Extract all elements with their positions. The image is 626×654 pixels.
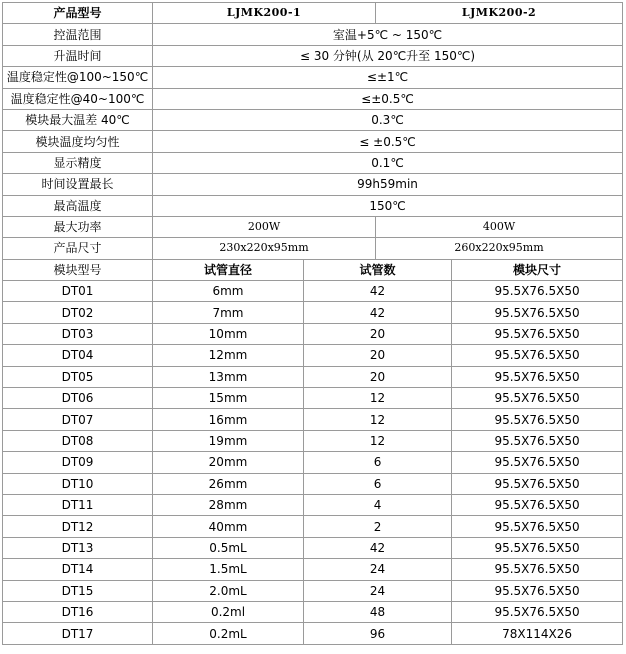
module-col-header: 试管直径 [153, 259, 304, 280]
header-row [3, 3, 623, 24]
tube-count: 24 [304, 559, 452, 580]
tube-diameter: 28mm [153, 494, 304, 515]
spec-table [2, 2, 623, 645]
module-size: 95.5X76.5X50 [452, 323, 623, 344]
size-value-a: 230x220x95mm [153, 238, 376, 259]
tube-diameter: 12mm [153, 345, 304, 366]
spec-label: 控温范围 [3, 24, 153, 45]
spec-value: 0.1℃ [153, 152, 623, 173]
tube-count: 12 [304, 388, 452, 409]
module-row [3, 623, 623, 644]
module-col-header: 模块型号 [3, 259, 153, 280]
module-model: DT13 [3, 537, 153, 558]
module-size: 95.5X76.5X50 [452, 430, 623, 451]
module-model: DT06 [3, 388, 153, 409]
module-row [3, 601, 623, 622]
tube-count: 12 [304, 430, 452, 451]
tube-diameter: 19mm [153, 430, 304, 451]
module-header-row [3, 259, 623, 280]
module-size: 95.5X76.5X50 [452, 516, 623, 537]
module-row [3, 537, 623, 558]
tube-diameter: 13mm [153, 366, 304, 387]
power-label: 最大功率 [3, 216, 153, 237]
spec-value: ≤ 30 分钟(从 20℃升至 150℃) [153, 45, 623, 66]
module-size: 95.5X76.5X50 [452, 409, 623, 430]
spec-row [3, 152, 623, 173]
tube-count: 6 [304, 452, 452, 473]
module-size: 95.5X76.5X50 [452, 388, 623, 409]
tube-count: 20 [304, 366, 452, 387]
module-row [3, 409, 623, 430]
module-model: DT01 [3, 281, 153, 302]
size-label: 产品尺寸 [3, 238, 153, 259]
module-size: 95.5X76.5X50 [452, 601, 623, 622]
module-model: DT15 [3, 580, 153, 601]
tube-count: 96 [304, 623, 452, 644]
module-model: DT10 [3, 473, 153, 494]
spec-value: ≤ ±0.5℃ [153, 131, 623, 152]
module-size: 78X114X26 [452, 623, 623, 644]
module-row [3, 388, 623, 409]
tube-count: 20 [304, 345, 452, 366]
module-row [3, 452, 623, 473]
model-b-name: LJMK200-2 [376, 3, 623, 24]
spec-label: 温度稳定性@40~100℃ [3, 88, 153, 109]
spec-label: 温度稳定性@100~150℃ [3, 67, 153, 88]
model-a-name: LJMK200-1 [153, 3, 376, 24]
spec-row [3, 131, 623, 152]
spec-label: 显示精度 [3, 152, 153, 173]
module-model: DT09 [3, 452, 153, 473]
module-row [3, 473, 623, 494]
tube-diameter: 7mm [153, 302, 304, 323]
spec-value: 150℃ [153, 195, 623, 216]
module-model: DT05 [3, 366, 153, 387]
module-model: DT14 [3, 559, 153, 580]
module-row [3, 281, 623, 302]
module-row [3, 302, 623, 323]
spec-row [3, 24, 623, 45]
spec-row [3, 174, 623, 195]
module-size: 95.5X76.5X50 [452, 559, 623, 580]
module-row [3, 430, 623, 451]
tube-count: 12 [304, 409, 452, 430]
spec-label: 模块温度均匀性 [3, 131, 153, 152]
module-col-header: 模块尺寸 [452, 259, 623, 280]
module-row [3, 323, 623, 344]
spec-label: 模块最大温差 40℃ [3, 109, 153, 130]
module-model: DT11 [3, 494, 153, 515]
module-model: DT08 [3, 430, 153, 451]
module-row [3, 559, 623, 580]
module-model: DT04 [3, 345, 153, 366]
tube-diameter: 40mm [153, 516, 304, 537]
spec-value: 99h59min [153, 174, 623, 195]
spec-label: 升温时间 [3, 45, 153, 66]
spec-table-body [3, 3, 623, 645]
module-size: 95.5X76.5X50 [452, 473, 623, 494]
tube-diameter: 10mm [153, 323, 304, 344]
tube-count: 42 [304, 537, 452, 558]
spec-value: ≤±0.5℃ [153, 88, 623, 109]
module-row [3, 366, 623, 387]
spec-value: ≤±1℃ [153, 67, 623, 88]
tube-diameter: 0.2ml [153, 601, 304, 622]
product-model-label: 产品型号 [3, 3, 153, 24]
module-row [3, 580, 623, 601]
module-model: DT16 [3, 601, 153, 622]
power-row [3, 216, 623, 237]
module-row [3, 345, 623, 366]
tube-diameter: 15mm [153, 388, 304, 409]
tube-count: 6 [304, 473, 452, 494]
module-size: 95.5X76.5X50 [452, 302, 623, 323]
module-row [3, 494, 623, 515]
tube-count: 48 [304, 601, 452, 622]
module-model: DT12 [3, 516, 153, 537]
size-value-b: 260x220x95mm [376, 238, 623, 259]
spec-row [3, 67, 623, 88]
tube-count: 42 [304, 302, 452, 323]
module-size: 95.5X76.5X50 [452, 537, 623, 558]
spec-label: 时间设置最长 [3, 174, 153, 195]
spec-row [3, 109, 623, 130]
module-size: 95.5X76.5X50 [452, 452, 623, 473]
module-row [3, 516, 623, 537]
tube-diameter: 6mm [153, 281, 304, 302]
tube-count: 4 [304, 494, 452, 515]
spec-row [3, 195, 623, 216]
size-row [3, 238, 623, 259]
tube-count: 20 [304, 323, 452, 344]
module-model: DT07 [3, 409, 153, 430]
module-size: 95.5X76.5X50 [452, 494, 623, 515]
module-size: 95.5X76.5X50 [452, 345, 623, 366]
spec-row [3, 88, 623, 109]
power-value-a: 200W [153, 216, 376, 237]
module-size: 95.5X76.5X50 [452, 366, 623, 387]
module-col-header: 试管数 [304, 259, 452, 280]
spec-value: 0.3℃ [153, 109, 623, 130]
module-size: 95.5X76.5X50 [452, 281, 623, 302]
tube-diameter: 20mm [153, 452, 304, 473]
tube-count: 2 [304, 516, 452, 537]
spec-row [3, 45, 623, 66]
tube-diameter: 16mm [153, 409, 304, 430]
power-value-b: 400W [376, 216, 623, 237]
tube-diameter: 1.5mL [153, 559, 304, 580]
tube-count: 42 [304, 281, 452, 302]
tube-count: 24 [304, 580, 452, 601]
module-model: DT02 [3, 302, 153, 323]
module-size: 95.5X76.5X50 [452, 580, 623, 601]
tube-diameter: 2.0mL [153, 580, 304, 601]
module-model: DT17 [3, 623, 153, 644]
tube-diameter: 26mm [153, 473, 304, 494]
tube-diameter: 0.2mL [153, 623, 304, 644]
spec-label: 最高温度 [3, 195, 153, 216]
module-model: DT03 [3, 323, 153, 344]
spec-value: 室温+5℃ ~ 150℃ [153, 24, 623, 45]
tube-diameter: 0.5mL [153, 537, 304, 558]
